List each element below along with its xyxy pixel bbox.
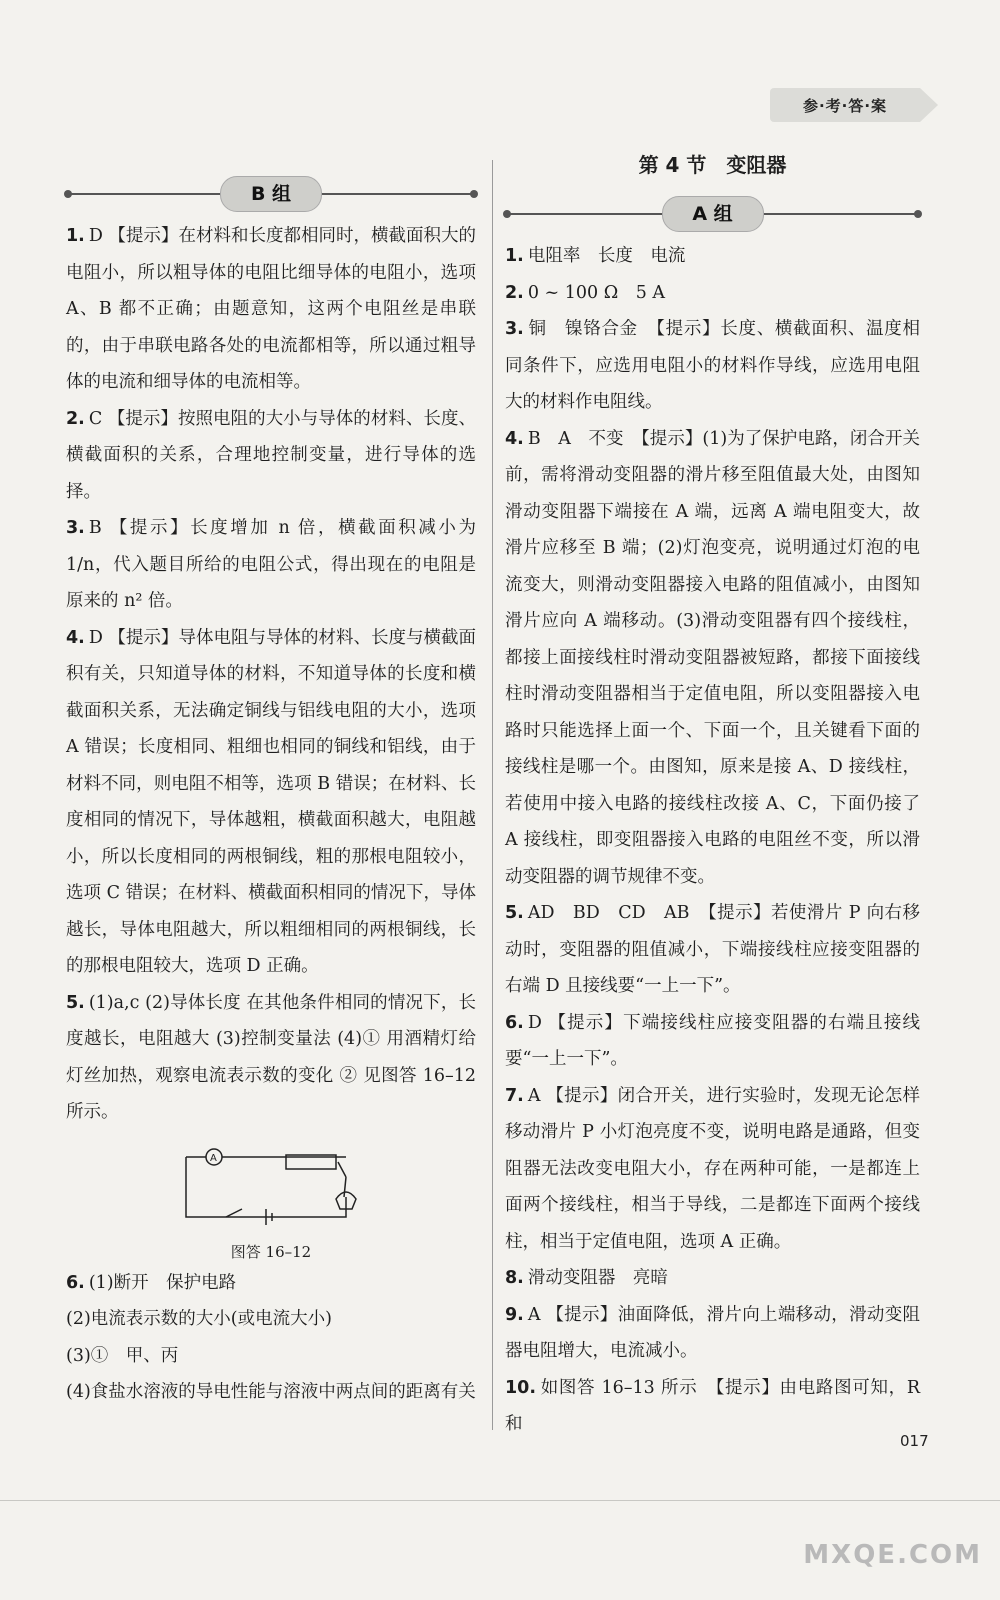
answer-item: 5. AD BD CD AB 【提示】若使滑片 P 向右移动时，变阻器的阻值减小，下端接线柱应接变阻器的右端 D 且接线要“一上一下”。 — [505, 903, 920, 996]
answer-subline: (3)① 甲、丙 — [66, 1345, 179, 1366]
answer-item: 1. D 【提示】在材料和长度都相同时，横截面积大的电阻小，所以粗导体的电阻比细导体的电阻小，选项 A、B 都不正确；由题意知，这两个电阻丝是串联的，由于串联电路各处的电流都相等，所以通过粗导体的电流和细导体的电流相等。 — [66, 226, 476, 392]
watermark-logo: MXQE.COM — [803, 1540, 982, 1570]
answer-item: 5. (1)a,c (2)导体长度 在其他条件相同的情况下，长度越长，电阻越大 (3)控制变量法 (4)① 用酒精灯给灯丝加热，观察电流表示数的变化 ② 见图答 16–12 所示。 — [66, 992, 476, 1122]
answer-item: 2. 0 ~ 100 Ω 5 A — [505, 282, 666, 303]
section-title: 第 4 节 变阻器 — [638, 153, 787, 177]
circuit-figure — [66, 1137, 476, 1237]
left-column — [66, 150, 476, 1411]
answer-item: 8. 滑动变阻器 亮暗 — [505, 1268, 668, 1288]
group-header-dot — [914, 210, 922, 218]
figure-caption: 图答 16–12 — [230, 1242, 312, 1261]
answer-item: 4. B A 不变 【提示】(1)为了保护电路，闭合开关前，需将滑动变阻器的滑片移至阻值最大处，由图知滑动变阻器下端接在 A 端，远离 A 端电阻变大，故滑片应移至 B 端；(2)灯泡变亮，说明通过灯泡的电流变大，则滑动变阻器接入电路的阻值减小，由图知滑片应向 A 端移动。(3)滑动变阻器有四个接线柱，都接上面接线柱时滑动变阻器被短路，都接下面接线柱时滑动变阻器相当于定值电阻，所以变阻器接入电路时只能选择上面一个、下面一个，且关键看下面的接线柱是哪一个。由图知，原来是接 A、D 接线柱，若使用中接入电路的接线柱改接 A、C，下面仍接了 A 接线柱，即变阻器接入电路的电阻丝不变，所以滑动变阻器的调节规律不变。 — [505, 428, 920, 887]
circuit-diagram — [166, 1137, 376, 1237]
answer-item: 9. A 【提示】油面降低，滑片向上端移动，滑动变阻器电阻增大，电流减小。 — [505, 1304, 920, 1361]
answer-item: 6. (1)断开 保护电路 — [66, 1272, 237, 1293]
group-header-dot — [64, 190, 72, 198]
group-label: A 组 — [662, 196, 764, 232]
answer-item: 1. 电阻率 长度 电流 — [505, 246, 686, 266]
group-label: B 组 — [220, 176, 322, 212]
answer-item: 7. A 【提示】闭合开关，进行实验时，发现无论怎样移动滑片 P 小灯泡亮度不变，说明电路是通路，但变阻器无法改变电阻大小，存在两种可能，一是都连上面两个接线柱，相当于导线，二是都连下面两个接线柱，相当于定值电阻，选项 A 正确。 — [505, 1085, 920, 1252]
group-header-dot — [470, 190, 478, 198]
answer-subline: (4)食盐水溶液的导电性能与溶液中两点间的距离有关 — [66, 1382, 476, 1402]
group-header-dot — [503, 210, 511, 218]
group-header-b — [66, 162, 476, 218]
answer-subline: (2)电流表示数的大小(或电流大小) — [66, 1309, 332, 1329]
svg-text:A: A — [210, 1152, 217, 1164]
page-bottom-rule — [0, 1500, 1000, 1501]
page-number: 017 — [900, 1432, 929, 1450]
answer-key-tag: 参·考·答·案 — [770, 88, 920, 122]
answer-item: 3. B 【提示】长度增加 n 倍，横截面积减小为 1/n，代入题目所给的电阻公式，得出现在的电阻是原来的 n² 倍。 — [66, 518, 476, 611]
group-header-a — [505, 182, 920, 238]
answer-item: 6. D 【提示】下端接线柱应接变阻器的右端且接线要“一上一下”。 — [505, 1012, 920, 1069]
column-divider — [492, 160, 493, 1430]
answer-item: 2. C 【提示】按照电阻的大小与导体的材料、长度、横截面积的关系，合理地控制变量，进行导体的选择。 — [66, 408, 476, 502]
answer-item: 10. 如图答 16–13 所示 【提示】由电路图可知，R 和 — [505, 1377, 920, 1434]
answer-item: 4. D 【提示】导体电阻与导体的材料、长度与横截面积有关，只知道导体的材料，不知道导体的长度和横截面积关系，无法确定铜线与铝线电阻的大小，选项 A 错误；长度相同、粗细也相同的铜线和铝线，由于材料不同，则电阻不相等，选项 B 错误；在材料、长度相同的情况下，导体越粗，横截面积越大，电阻越小，所以长度相同的两根铜线，粗的那根电阻较小，选项 C 错误；在材料、横截面积相同的情况下，导体越长，导体电阻越大，所以粗细相同的两根铜线，长的那根电阻较大，选项 D 正确。 — [66, 627, 476, 976]
right-column — [505, 150, 920, 1443]
answer-item: 3. 铜 镍铬合金 【提示】长度、横截面积、温度相同条件下，应选用电阻小的材料作导线，应选用电阻大的材料作电阻线。 — [505, 319, 920, 412]
